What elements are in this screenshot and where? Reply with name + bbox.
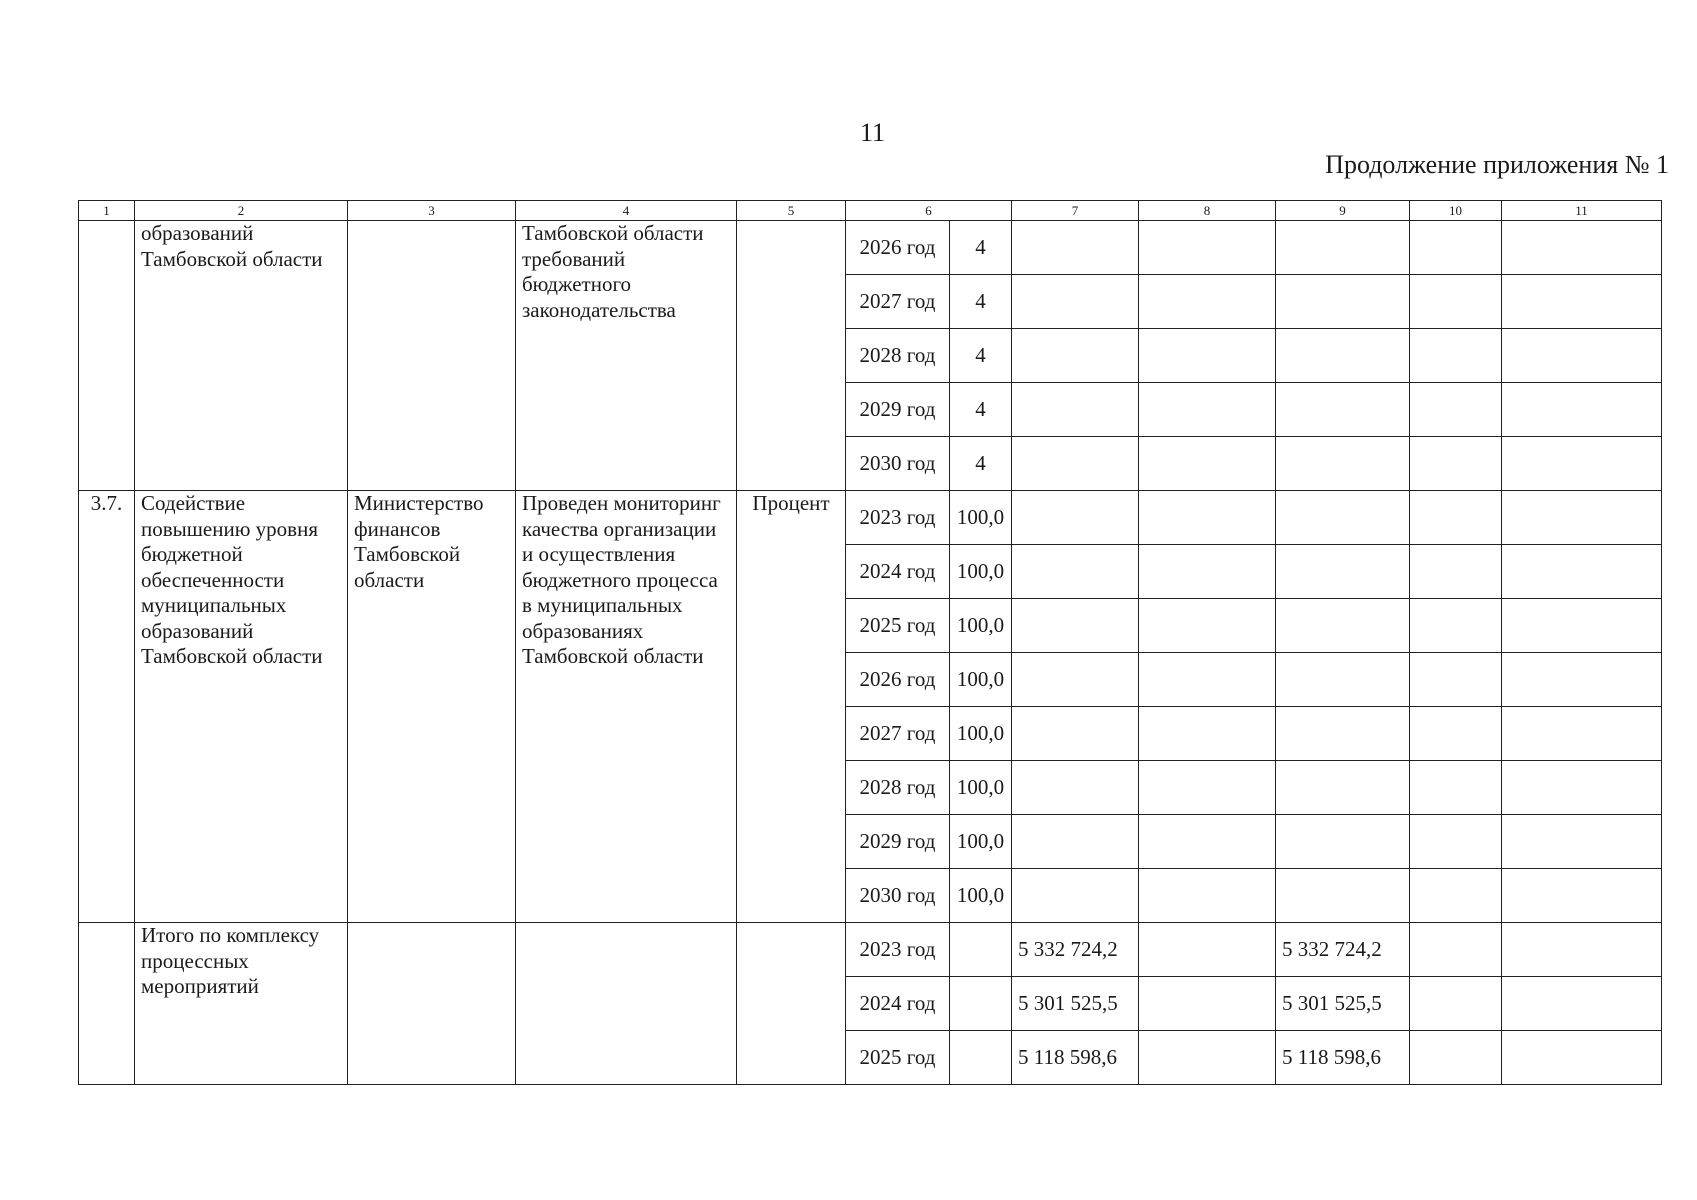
responsible bbox=[348, 221, 516, 491]
header-col-1: 1 bbox=[79, 201, 135, 221]
table-row bbox=[79, 221, 1662, 275]
row-number bbox=[79, 923, 135, 1085]
responsible: Министерство финансов Тамбовской области bbox=[348, 491, 516, 923]
year-cell: 2027 год bbox=[846, 275, 950, 329]
year-cell: 2023 год bbox=[846, 923, 950, 977]
row-number bbox=[79, 221, 135, 491]
unit: Процент bbox=[737, 491, 846, 923]
year-cell: 2025 год bbox=[846, 1031, 950, 1085]
total-col7: 5 332 724,2 bbox=[1012, 923, 1139, 977]
value-cell: 100,0 bbox=[950, 653, 1012, 707]
header-col-5: 5 bbox=[737, 201, 846, 221]
page-number: 11 bbox=[859, 118, 886, 147]
value-cell: 4 bbox=[950, 221, 1012, 275]
result-description bbox=[516, 923, 737, 1085]
year-cell: 2023 год bbox=[846, 491, 950, 545]
total-col7: 5 118 598,6 bbox=[1012, 1031, 1139, 1085]
responsible bbox=[348, 923, 516, 1085]
measures-table bbox=[78, 200, 1662, 1085]
value-cell: 100,0 bbox=[950, 869, 1012, 923]
year-cell: 2030 год bbox=[846, 437, 950, 491]
header-col-4: 4 bbox=[516, 201, 737, 221]
year-cell: 2027 год bbox=[846, 707, 950, 761]
year-cell: 2028 год bbox=[846, 329, 950, 383]
appendix-title: Продолжение приложения № 1 bbox=[1325, 150, 1669, 179]
table-row bbox=[79, 923, 1662, 977]
total-col9: 5 118 598,6 bbox=[1276, 1031, 1410, 1085]
measure-name: образований Тамбовской области bbox=[135, 221, 348, 491]
year-cell: 2026 год bbox=[846, 653, 950, 707]
table-row bbox=[79, 491, 1662, 545]
year-cell: 2029 год bbox=[846, 383, 950, 437]
value-cell bbox=[950, 923, 1012, 977]
header-row bbox=[79, 201, 1662, 221]
year-cell: 2026 год bbox=[846, 221, 950, 275]
value-cell: 100,0 bbox=[950, 761, 1012, 815]
value-cell bbox=[950, 1031, 1012, 1085]
total-col7: 5 301 525,5 bbox=[1012, 977, 1139, 1031]
unit bbox=[737, 923, 846, 1085]
value-cell: 4 bbox=[950, 437, 1012, 491]
unit bbox=[737, 221, 846, 491]
value-cell: 4 bbox=[950, 329, 1012, 383]
year-cell: 2025 год bbox=[846, 599, 950, 653]
header-col-8: 8 bbox=[1139, 201, 1276, 221]
year-cell: 2030 год bbox=[846, 869, 950, 923]
total-label: Итого по комплексу процессных мероприятий bbox=[135, 923, 348, 1085]
value-cell bbox=[950, 977, 1012, 1031]
measure-name: Содействие повышению уровня бюджетной обеспеченности муниципальных образований Тамбовской области bbox=[135, 491, 348, 923]
total-col9: 5 301 525,5 bbox=[1276, 977, 1410, 1031]
result-description: Проведен мониторинг качества организации и осуществления бюджетного процесса в муниципальных образованиях Тамбовской области bbox=[516, 491, 737, 923]
year-cell: 2029 год bbox=[846, 815, 950, 869]
header-col-7: 7 bbox=[1012, 201, 1139, 221]
year-cell: 2028 год bbox=[846, 761, 950, 815]
value-cell: 100,0 bbox=[950, 599, 1012, 653]
header-col-9: 9 bbox=[1276, 201, 1410, 221]
value-cell: 100,0 bbox=[950, 815, 1012, 869]
value-cell: 4 bbox=[950, 275, 1012, 329]
year-cell: 2024 год bbox=[846, 977, 950, 1031]
result-description: Тамбовской области требований бюджетного законодательства bbox=[516, 221, 737, 491]
total-col9: 5 332 724,2 bbox=[1276, 923, 1410, 977]
value-cell: 100,0 bbox=[950, 545, 1012, 599]
value-cell: 4 bbox=[950, 383, 1012, 437]
row-number: 3.7. bbox=[79, 491, 135, 923]
value-cell: 100,0 bbox=[950, 491, 1012, 545]
header-col-6: 6 bbox=[846, 201, 1012, 221]
header-col-11: 11 bbox=[1502, 201, 1662, 221]
header-col-2: 2 bbox=[135, 201, 348, 221]
header-col-10: 10 bbox=[1410, 201, 1502, 221]
year-cell: 2024 год bbox=[846, 545, 950, 599]
header-col-3: 3 bbox=[348, 201, 516, 221]
value-cell: 100,0 bbox=[950, 707, 1012, 761]
